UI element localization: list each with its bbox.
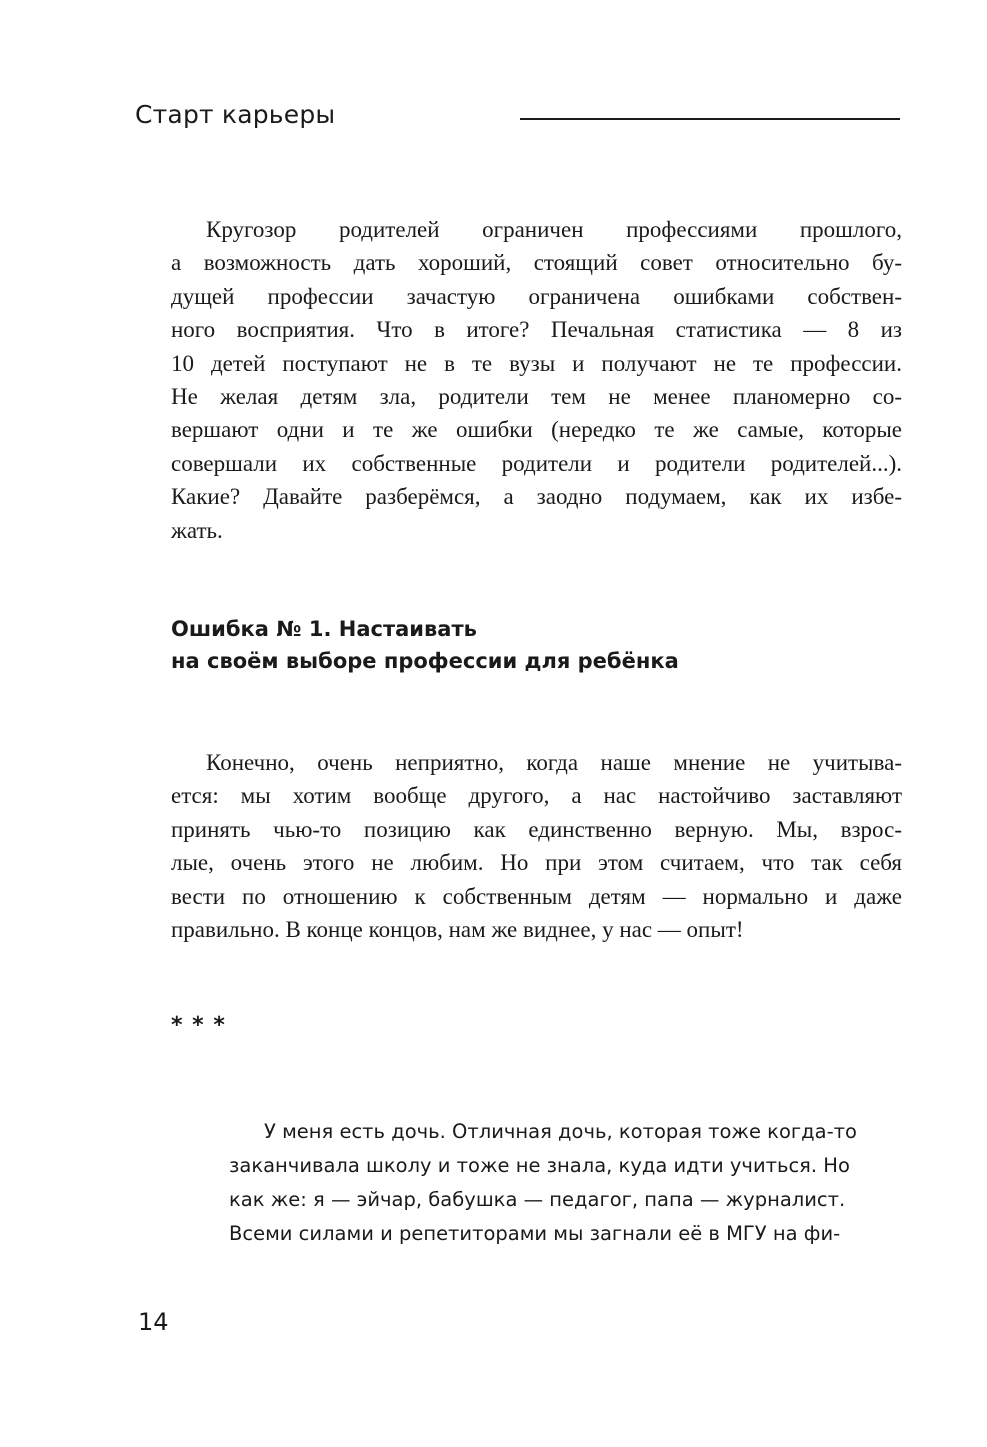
paragraph-line: совершали их собственные родители и родители родителей...). — [171, 450, 902, 476]
quote-line: как же: я — эйчар, бабушка — педагог, папа — журналист. — [229, 1188, 846, 1211]
quote-line: заканчивала школу и тоже не знала, куда идти учиться. Но — [229, 1154, 850, 1177]
header-rule — [520, 118, 900, 120]
paragraph-line: 10 детей поступают не в те вузы и получают не те профессии. — [171, 350, 902, 376]
quote-block — [229, 1115, 857, 1251]
paragraph-mistake-one — [171, 746, 902, 946]
section-separator: * * * — [171, 1013, 226, 1038]
paragraph-line: вести по отношению к собственным детям — нормально и даже — [171, 883, 902, 909]
paragraph-line: дущей профессии зачастую ограничена ошибками собствен- — [171, 283, 902, 309]
paragraph-line: Конечно, очень неприятно, когда наше мнение не учитыва- — [206, 750, 902, 775]
paragraph-line: жать. — [171, 517, 223, 543]
paragraph-line: Кругозор родителей ограничен профессиями прошлого, — [206, 217, 902, 242]
running-header-title: Старт карьеры — [135, 100, 336, 129]
paragraph-line: правильно. В конце концов, нам же виднее, у нас — опыт! — [171, 917, 744, 943]
section-heading-line-2: на своём выборе профессии для ребёнка — [171, 649, 679, 673]
paragraph-line: лые, очень этого не любим. Но при этом считаем, что так себя — [171, 850, 902, 876]
page-number: 14 — [138, 1308, 169, 1336]
quote-line: Всеми силами и репетиторами мы загнали её в МГУ на фи- — [229, 1222, 841, 1245]
paragraph-line: ется: мы хотим вообще другого, а нас настойчиво заставляют — [171, 783, 902, 809]
section-heading — [171, 613, 679, 677]
paragraph-line: а возможность дать хороший, стоящий совет относительно бу- — [171, 250, 902, 276]
paragraph-intro — [171, 213, 902, 547]
section-heading-line-1: Ошибка № 1. Настаивать — [171, 617, 477, 641]
paragraph-line: Не желая детям зла, родители тем не менее планомерно со- — [171, 384, 902, 410]
quote-line: У меня есть дочь. Отличная дочь, которая тоже когда-то — [264, 1120, 857, 1143]
paragraph-line: ного восприятия. Что в итоге? Печальная статистика — 8 из — [171, 317, 902, 343]
paragraph-line: Какие? Давайте разберёмся, а заодно подумаем, как их избе- — [171, 484, 902, 510]
paragraph-line: вершают одни и те же ошибки (нередко те же самые, которые — [171, 417, 902, 443]
paragraph-line: принять чью-то позицию как единственно верную. Мы, взрос- — [171, 816, 902, 842]
